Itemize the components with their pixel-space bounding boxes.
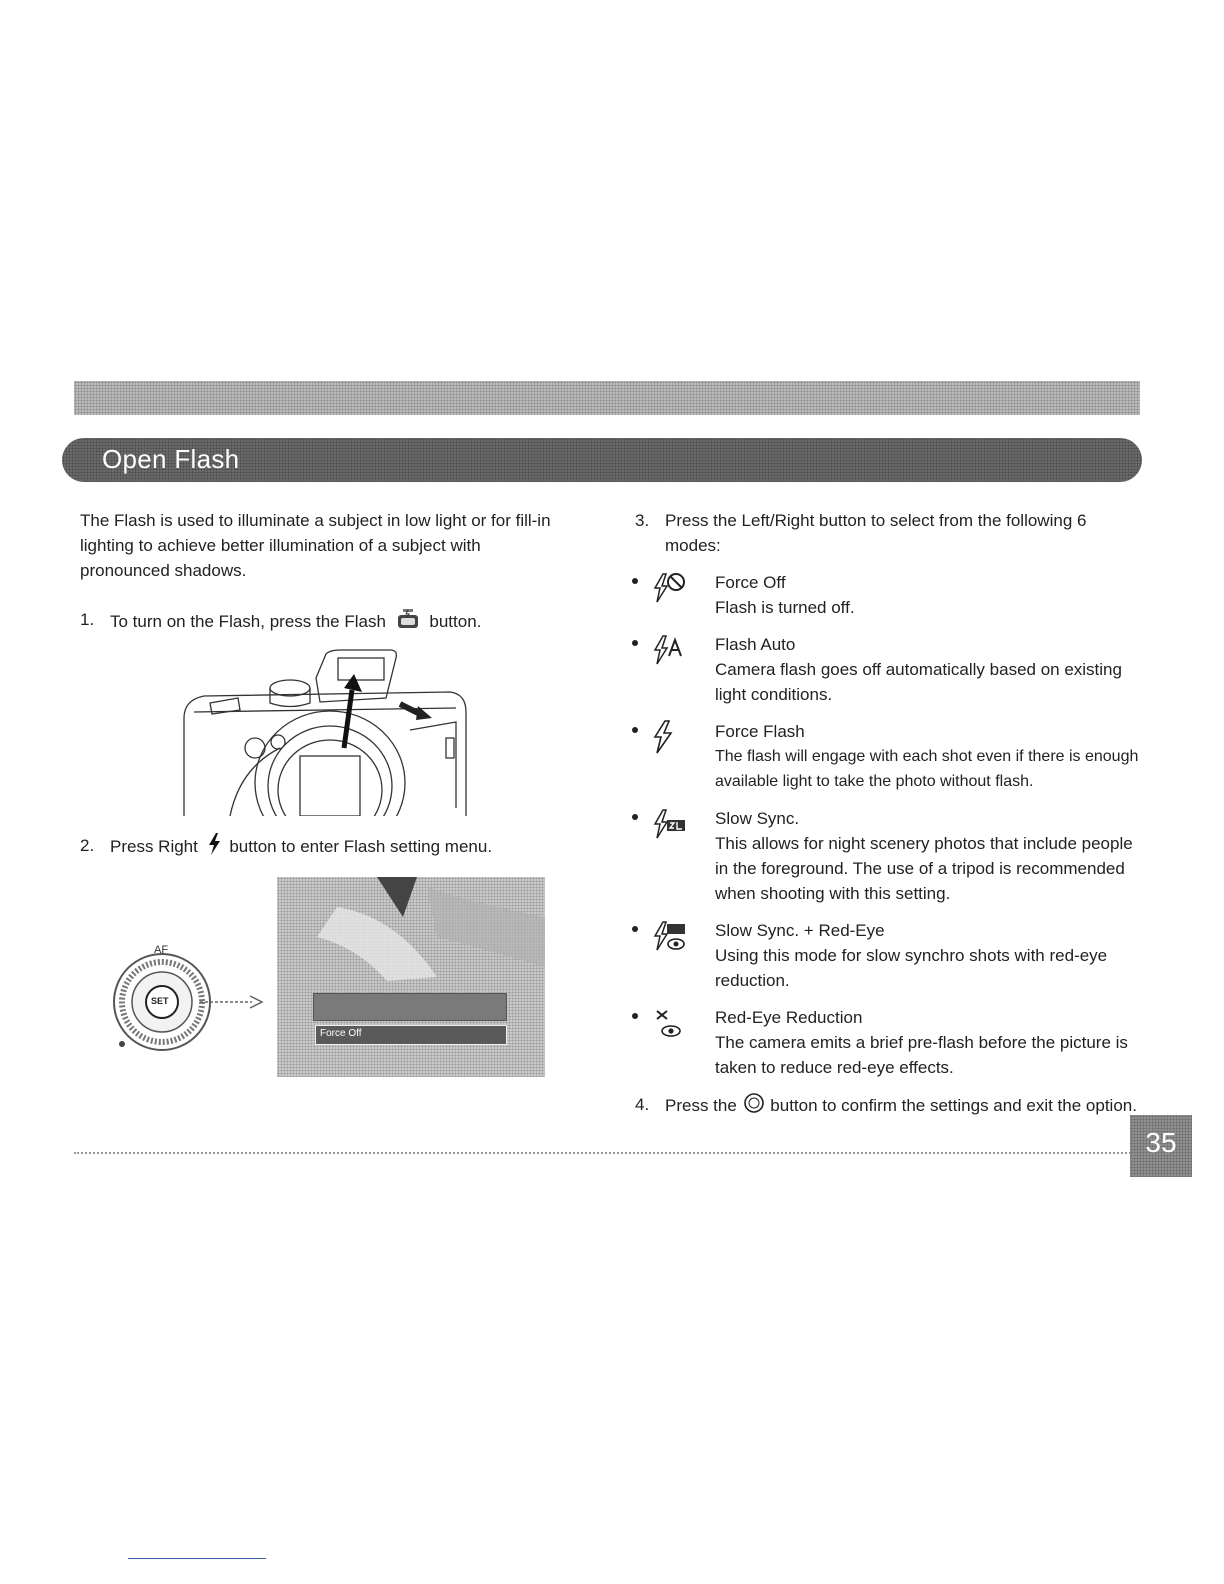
step-3-text: Press the Left/Right button to select from the following 6 modes: [665, 511, 1087, 555]
page-title: Open Flash [102, 444, 240, 474]
bullet [632, 814, 638, 820]
bullet [632, 727, 638, 733]
footer-link-line [128, 1558, 266, 1559]
dial-set-label: SET [151, 996, 169, 1006]
screen-menu-text: Force Off [320, 1028, 362, 1039]
slow-sync-icon [649, 806, 687, 842]
step-2-text-before: Press Right [110, 836, 198, 856]
mode-name: Force Flash [715, 722, 805, 741]
mode-name: Slow Sync. + Red-Eye [715, 921, 885, 940]
mode-item [635, 719, 1145, 794]
step-number: 4. [635, 1095, 650, 1114]
step-4 [635, 1092, 1145, 1121]
mode-name: Red-Eye Reduction [715, 1008, 863, 1027]
step-number: 2. [80, 836, 95, 855]
header-pattern-bar [74, 381, 1140, 415]
mode-description: Camera flash goes off automatically based on existing light conditions. [715, 660, 1122, 704]
mode-name: Flash Auto [715, 635, 796, 654]
mode-item [635, 918, 1145, 993]
footer-divider [74, 1152, 1134, 1154]
mode-description: This allows for night scenery photos that include people in the foreground. The use of a tripod is recommended when shooting with this setting. [715, 834, 1133, 903]
step-2 [80, 833, 590, 862]
step-number: 1. [80, 610, 95, 629]
mode-description: Flash is turned off. [715, 598, 855, 617]
bullet [632, 1013, 638, 1019]
step-1 [80, 607, 560, 638]
mode-description: The flash will engage with each shot even if there is enough available light to take the photo without flash. [715, 748, 1139, 790]
left-column [80, 508, 560, 638]
intro-paragraph: The Flash is used to illuminate a subject in low light or for fill-in lighting to achieve better illumination of a subject with pronounced shadows. [80, 511, 551, 580]
mode-item [635, 806, 1145, 906]
mode-item [635, 632, 1145, 707]
step-3 [635, 508, 1145, 558]
mode-item [635, 570, 1145, 620]
flash-mode-menu-strip [313, 993, 507, 1021]
flash-mode-selected-label [315, 1025, 507, 1045]
step-number: 3. [635, 511, 650, 530]
mode-name: Slow Sync. [715, 809, 800, 828]
mode-description: The camera emits a brief pre-flash before the picture is taken to reduce red-eye effects. [715, 1033, 1128, 1077]
section-title-bar [62, 438, 1142, 482]
mode-item [635, 1005, 1145, 1080]
flash-off-icon [649, 570, 687, 606]
control-dial-illustration [110, 940, 270, 1070]
bullet [632, 926, 638, 932]
dial-label-af: AF [154, 944, 169, 956]
right-column [635, 508, 1145, 1121]
bullet [632, 578, 638, 584]
page-number: 35 [1145, 1127, 1177, 1158]
mode-name: Force Off [715, 573, 786, 592]
red-eye-reduction-icon [649, 1005, 687, 1041]
flash-popup-button-icon [395, 607, 421, 638]
flash-force-icon [649, 719, 687, 755]
mode-description: Using this mode for slow synchro shots with red-eye reduction. [715, 946, 1108, 990]
step-4-text-before: Press the [665, 1095, 737, 1115]
step-1-text-after: button. [429, 611, 482, 631]
camera-screen-illustration [277, 877, 545, 1077]
step-1-text-before: To turn on the Flash, press the Flash [110, 611, 386, 631]
bullet [632, 640, 638, 646]
step-2-text-after: button to enter Flash setting menu. [229, 836, 493, 856]
page-number-badge [1130, 1115, 1192, 1177]
set-button-icon [743, 1092, 765, 1121]
slow-sync-red-eye-icon [649, 918, 687, 954]
camera-illustration [180, 648, 470, 816]
flash-bolt-icon [207, 833, 221, 862]
step-4-text-after: button to confirm the settings and exit the option. [770, 1095, 1137, 1115]
flash-auto-icon [649, 632, 687, 668]
